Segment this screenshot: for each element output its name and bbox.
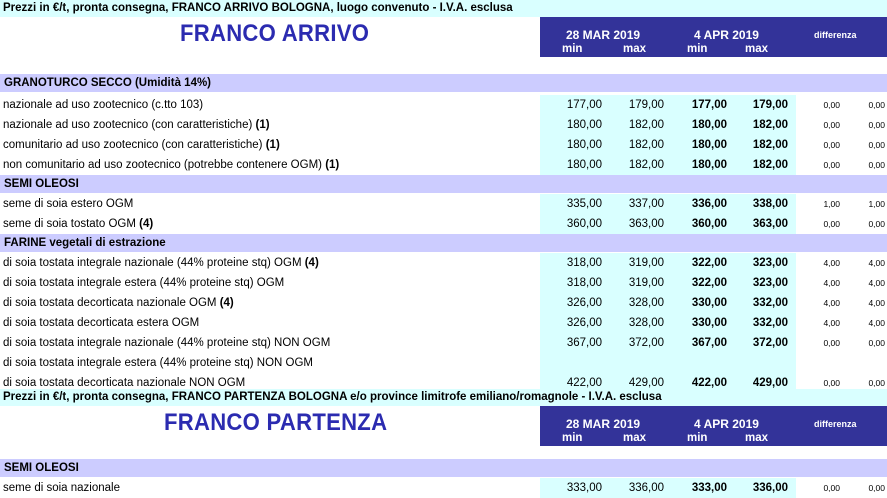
row-value: 177,00 — [566, 99, 602, 111]
table-row — [0, 313, 887, 333]
row-value: 180,00 — [566, 159, 602, 171]
table-row — [0, 214, 887, 234]
row-value: 333,00 — [691, 482, 727, 494]
row-value: 336,00 — [628, 482, 664, 494]
row-value: 177,00 — [691, 99, 727, 111]
row-value: 429,00 — [752, 377, 788, 389]
group-header: FARINE vegetali di estrazione — [0, 234, 887, 252]
row-label-text: di soia tostata integrale nazionale (44% proteine stq) NON OGM — [3, 337, 331, 349]
row-value: 0,00 — [823, 100, 840, 110]
min-header: min — [562, 432, 583, 444]
row-value: 180,00 — [566, 139, 602, 151]
row-value: 1,00 — [823, 199, 840, 209]
row-value: 0,00 — [868, 483, 885, 493]
min-header: min — [562, 43, 583, 55]
row-value: 337,00 — [628, 198, 664, 210]
row-value: 328,00 — [628, 297, 664, 309]
difference-header: differenza — [814, 419, 857, 429]
row-value: 360,00 — [566, 218, 602, 230]
row-note: (1) — [325, 159, 340, 171]
section-banner: Prezzi in €/t, pronta consegna, FRANCO PARTENZA BOLOGNA e/o province limitrofe emiliano/romagnole - I.V.A. esclusa — [0, 389, 887, 406]
row-value: 326,00 — [566, 297, 602, 309]
row-value: 330,00 — [691, 297, 727, 309]
row-label — [3, 214, 153, 234]
min-header: min — [687, 432, 708, 444]
table-row — [0, 194, 887, 214]
row-value: 0,00 — [823, 219, 840, 229]
row-value: 0,00 — [823, 338, 840, 348]
row-label-text: di soia tostata integrale estera (44% proteine stq) NON OGM — [3, 357, 314, 369]
row-value: 319,00 — [628, 257, 664, 269]
row-value: 0,00 — [868, 219, 885, 229]
group-header: GRANOTURCO SECCO (Umidità 14%) — [0, 74, 887, 92]
table-row — [0, 273, 887, 293]
row-value: 328,00 — [628, 317, 664, 329]
row-label-text: nazionale ad uso zootecnico (c.tto 103) — [3, 99, 204, 111]
row-value: 363,00 — [628, 218, 664, 230]
row-label-text: nazionale ad uso zootecnico (con caratteristiche) — [3, 119, 256, 131]
row-label-text: seme di soia tostato OGM — [3, 218, 140, 230]
max-header: max — [623, 43, 647, 55]
row-value: 0,00 — [868, 120, 885, 130]
row-value: 0,00 — [823, 483, 840, 493]
row-value: 4,00 — [823, 278, 840, 288]
section-banner: Prezzi in €/t, pronta consegna, FRANCO ARRIVO BOLOGNA, luogo convenuto - I.V.A. esclusa — [0, 0, 887, 17]
row-value: 180,00 — [691, 139, 727, 151]
row-label — [3, 253, 319, 273]
date-previous: 28 MAR 2019 — [566, 28, 641, 42]
row-value: 4,00 — [823, 298, 840, 308]
row-value: 182,00 — [752, 159, 788, 171]
row-label-text: di soia tostata decorticata estera OGM — [3, 317, 200, 329]
table-row — [0, 353, 887, 373]
row-value: 4,00 — [868, 318, 885, 328]
row-value: 360,00 — [691, 218, 727, 230]
row-label — [3, 478, 120, 498]
section-title: FRANCO PARTENZA — [164, 409, 388, 436]
row-value: 323,00 — [752, 257, 788, 269]
table-row — [0, 478, 887, 498]
row-value: 318,00 — [566, 277, 602, 289]
row-value: 182,00 — [752, 139, 788, 151]
row-value: 0,00 — [823, 120, 840, 130]
row-value: 4,00 — [823, 318, 840, 328]
row-value: 0,00 — [868, 378, 885, 388]
row-value: 323,00 — [752, 277, 788, 289]
row-label — [3, 313, 199, 333]
row-value: 182,00 — [628, 159, 664, 171]
row-value: 363,00 — [752, 218, 788, 230]
row-value: 322,00 — [691, 277, 727, 289]
row-value: 4,00 — [868, 298, 885, 308]
row-value: 367,00 — [691, 337, 727, 349]
row-label-text: non comunitario ad uso zootecnico (potrebbe contenere OGM) — [3, 159, 326, 171]
row-value: 1,00 — [868, 199, 885, 209]
row-note: (4) — [219, 297, 234, 309]
date-previous: 28 MAR 2019 — [566, 417, 641, 431]
row-value: 319,00 — [628, 277, 664, 289]
row-value: 0,00 — [868, 140, 885, 150]
table-row — [0, 115, 887, 135]
section-title: FRANCO ARRIVO — [180, 20, 370, 47]
row-value: 0,00 — [823, 378, 840, 388]
row-value: 330,00 — [691, 317, 727, 329]
row-note: (4) — [304, 257, 319, 269]
row-label — [3, 135, 280, 155]
row-value: 182,00 — [628, 139, 664, 151]
table-row — [0, 135, 887, 155]
row-value: 4,00 — [868, 258, 885, 268]
row-value: 182,00 — [628, 119, 664, 131]
value-band — [540, 353, 796, 373]
row-note: (4) — [139, 218, 154, 230]
row-value: 182,00 — [752, 119, 788, 131]
row-label — [3, 333, 330, 353]
column-header — [540, 406, 887, 446]
table-row — [0, 293, 887, 313]
row-label-text: di soia tostata integrale nazionale (44% proteine stq) OGM — [3, 257, 305, 269]
row-value: 336,00 — [691, 198, 727, 210]
row-value: 0,00 — [868, 160, 885, 170]
min-header: min — [687, 43, 708, 55]
row-label — [3, 273, 284, 293]
table-row — [0, 155, 887, 175]
table-row — [0, 95, 887, 115]
row-value: 318,00 — [566, 257, 602, 269]
row-value: 422,00 — [691, 377, 727, 389]
row-value: 332,00 — [752, 297, 788, 309]
row-label-text: seme di soia estero OGM — [3, 198, 134, 210]
row-value: 372,00 — [752, 337, 788, 349]
table-row — [0, 253, 887, 273]
max-header: max — [745, 43, 769, 55]
row-value: 333,00 — [566, 482, 602, 494]
row-value: 179,00 — [752, 99, 788, 111]
column-header — [540, 17, 887, 57]
row-label-text: di soia tostata decorticata nazionale OGM — [3, 297, 220, 309]
row-value: 0,00 — [823, 140, 840, 150]
row-value: 336,00 — [752, 482, 788, 494]
row-value: 4,00 — [823, 258, 840, 268]
row-label-text: seme di soia nazionale — [3, 482, 120, 494]
row-label-text: di soia tostata integrale estera (44% proteine stq) OGM — [3, 277, 285, 289]
row-label — [3, 293, 234, 313]
row-value: 4,00 — [868, 278, 885, 288]
row-note: (1) — [265, 139, 280, 151]
date-current: 4 APR 2019 — [694, 417, 759, 431]
row-label-text: di soia tostata decorticata nazionale NON OGM — [3, 377, 246, 389]
row-value: 429,00 — [628, 377, 664, 389]
row-label — [3, 155, 339, 175]
row-value: 180,00 — [691, 119, 727, 131]
max-header: max — [623, 432, 647, 444]
row-value: 0,00 — [868, 338, 885, 348]
group-header: SEMI OLEOSI — [0, 175, 887, 193]
row-value: 367,00 — [566, 337, 602, 349]
group-header: SEMI OLEOSI — [0, 459, 887, 477]
row-value: 338,00 — [752, 198, 788, 210]
row-label — [3, 95, 203, 115]
row-value: 0,00 — [868, 100, 885, 110]
row-label — [3, 194, 133, 214]
row-value: 179,00 — [628, 99, 664, 111]
row-value: 332,00 — [752, 317, 788, 329]
row-value: 326,00 — [566, 317, 602, 329]
max-header: max — [745, 432, 769, 444]
row-value: 0,00 — [823, 160, 840, 170]
row-value: 180,00 — [566, 119, 602, 131]
row-value: 372,00 — [628, 337, 664, 349]
row-label — [3, 115, 270, 135]
row-label — [3, 353, 313, 373]
difference-header: differenza — [814, 30, 857, 40]
row-note: (1) — [255, 119, 270, 131]
row-value: 180,00 — [691, 159, 727, 171]
date-current: 4 APR 2019 — [694, 28, 759, 42]
row-label-text: comunitario ad uso zootecnico (con caratteristiche) — [3, 139, 266, 151]
row-value: 335,00 — [566, 198, 602, 210]
row-value: 422,00 — [566, 377, 602, 389]
row-value: 322,00 — [691, 257, 727, 269]
table-row — [0, 333, 887, 353]
